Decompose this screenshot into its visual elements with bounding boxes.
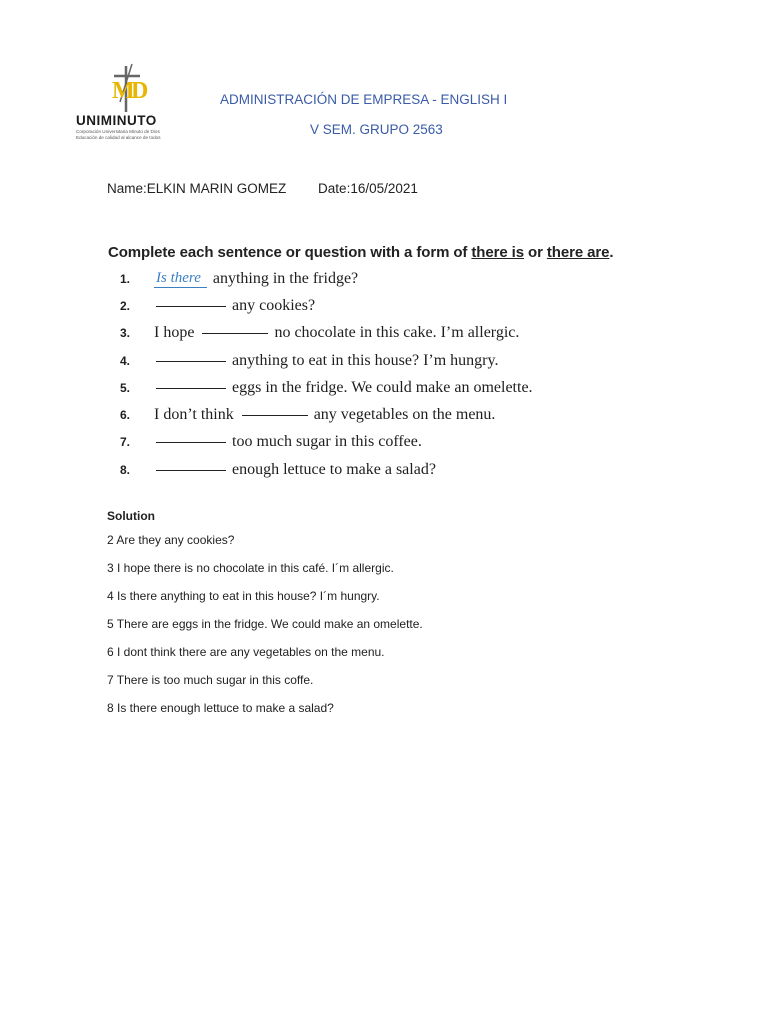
solution-title: Solution <box>107 509 155 523</box>
solution-line: 7 There is too much sugar in this coffe. <box>107 673 314 687</box>
uniminuto-logo <box>68 62 198 142</box>
solution-section <box>107 509 423 729</box>
exercise-list <box>108 265 648 483</box>
exercise-item: 5. eggs in the fridge. We could make an omelette. <box>120 378 533 396</box>
course-title: ADMINISTRACIÓN DE EMPRESA - ENGLISH I <box>220 92 508 107</box>
md-emblem-icon <box>68 62 198 114</box>
answer-blank <box>156 469 226 471</box>
answer-blank <box>202 332 268 334</box>
exercise-item: 8. enough lettuce to make a salad? <box>120 460 436 478</box>
logo-tagline-1: Corporación Universitaria Minuto de Dios <box>76 129 160 134</box>
solution-line: 2 Are they any cookies? <box>107 533 235 547</box>
answer-blank <box>242 414 308 416</box>
answer-blank <box>156 387 226 389</box>
handwritten-answer: Is there <box>154 270 207 288</box>
logo-brand-text: UNIMINUTO <box>76 113 157 128</box>
exercise-instructions: Complete each sentence or question with a form of there is or there are. <box>108 244 614 261</box>
solution-line: 6 I dont think there are any vegetables on the menu. <box>107 645 385 659</box>
student-name: Name:ELKIN MARIN GOMEZ <box>107 181 287 196</box>
svg-text:D: D <box>131 78 149 104</box>
exercise-item: 1. Is there anything in the fridge? <box>120 269 359 287</box>
course-group: V SEM. GRUPO 2563 <box>310 122 443 137</box>
svg-text:M: M <box>112 78 135 104</box>
solution-line: 3 I hope there is no chocolate in this café. I´m allergic. <box>107 561 394 575</box>
exercise-item: 6. I don’t think any vegetables on the menu. <box>120 406 496 424</box>
solution-line: 4 Is there anything to eat in this house? I´m hungry. <box>107 589 380 603</box>
exercise-item: 4. anything to eat in this house? I’m hungry. <box>120 351 499 369</box>
exercise-item: 3. I hope no chocolate in this cake. I’m allergic. <box>120 324 520 342</box>
answer-blank <box>156 441 226 443</box>
answer-blank <box>156 305 226 307</box>
solution-line: 5 There are eggs in the fridge. We could make an omelette. <box>107 617 423 631</box>
solution-line: 8 Is there enough lettuce to make a salad? <box>107 701 334 715</box>
student-info <box>107 181 418 196</box>
exercise-block <box>108 244 648 483</box>
exercise-item: 2. any cookies? <box>120 296 316 314</box>
answer-blank <box>156 360 226 362</box>
exercise-item: 7. too much sugar in this coffee. <box>120 433 422 451</box>
logo-tagline-2: Educación de calidad al alcance de todos <box>76 135 161 140</box>
submission-date: Date:16/05/2021 <box>318 181 418 196</box>
